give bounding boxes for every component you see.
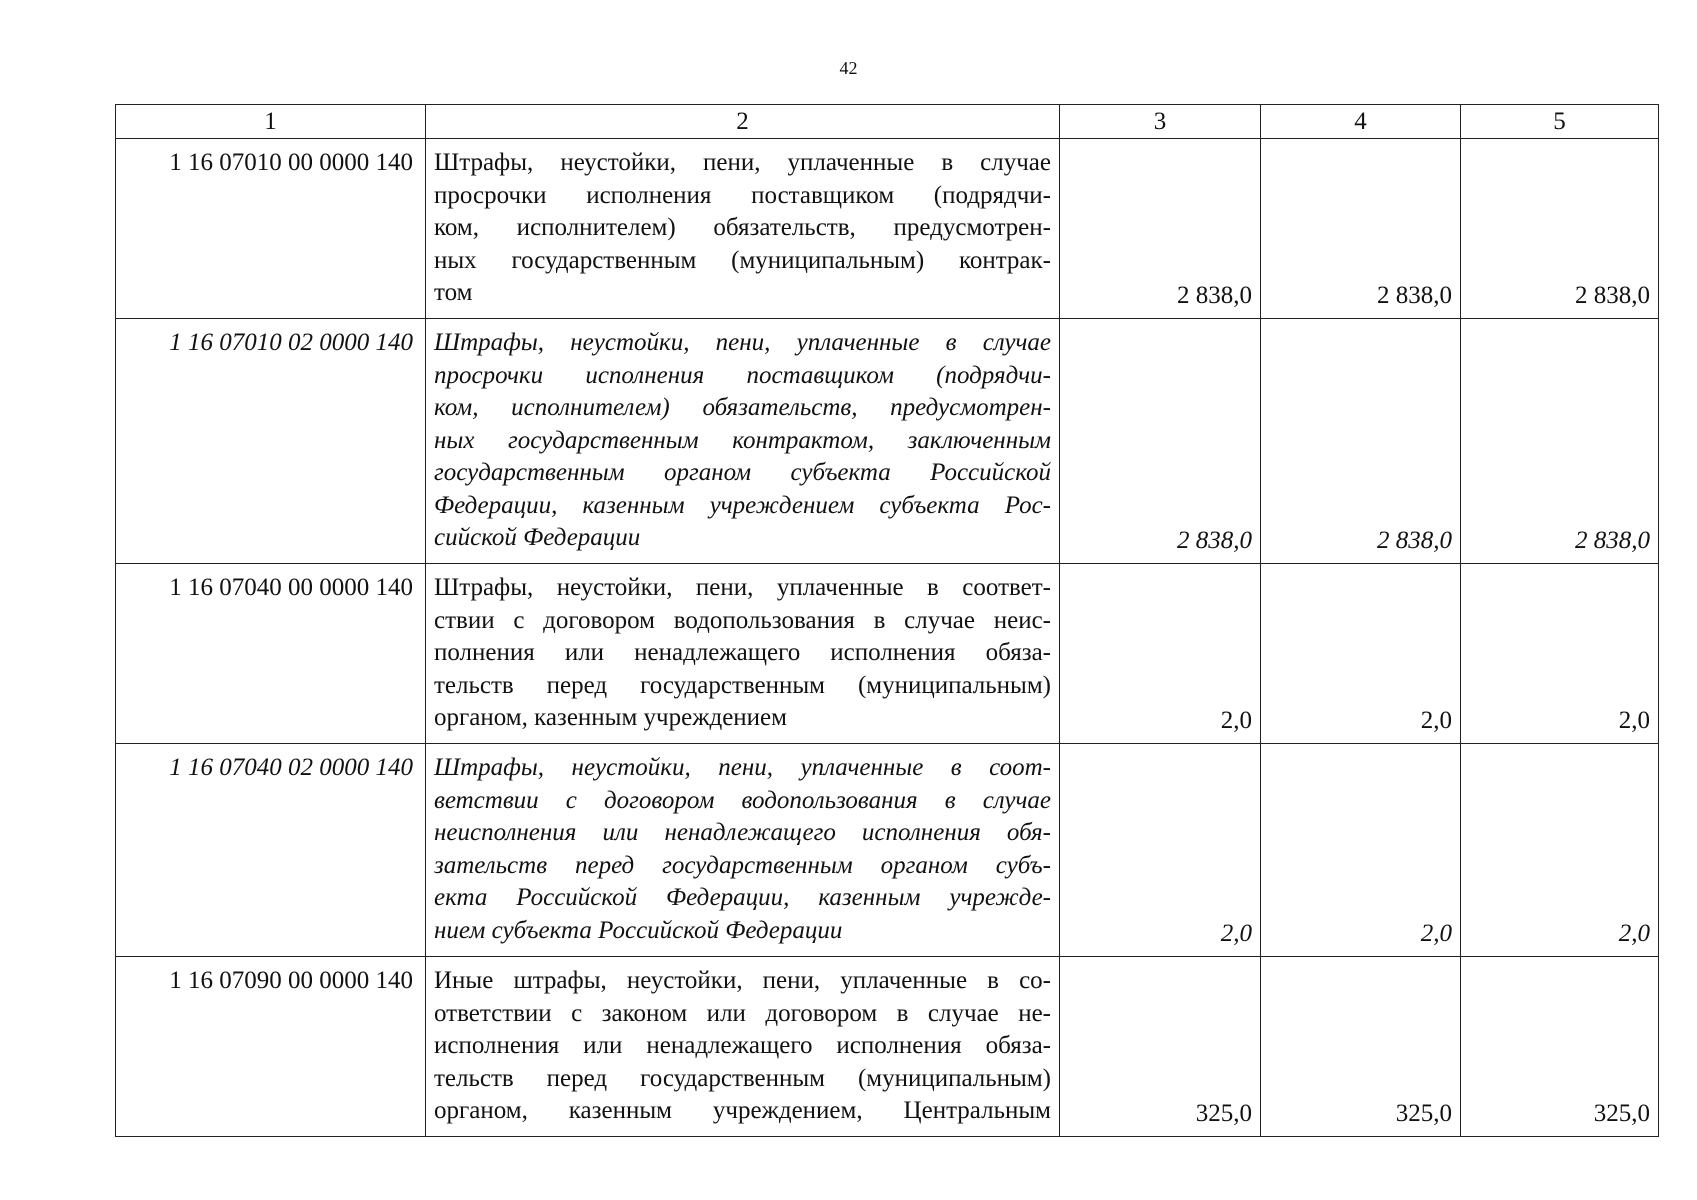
- description-line: Иные штрафы, неустойки, пени, уплаченные в со-: [434, 967, 1051, 994]
- description-line: государственным органом субъекта Российской: [434, 459, 1051, 486]
- column-header-4: 4: [1261, 105, 1461, 139]
- description-cell: [426, 564, 1060, 744]
- amount-col5: 2,0: [1461, 744, 1659, 957]
- amount-col5: 2,0: [1461, 564, 1659, 744]
- description-line: Штрафы, неустойки, пени, уплаченные в случае: [434, 329, 1051, 356]
- description-line: Штрафы, неустойки, пени, уплаченные в соответ-: [434, 574, 1051, 601]
- description-line: ных государственным (муниципальным) контрак-: [434, 246, 1051, 274]
- description-line: Штрафы, неустойки, пени, уплаченные в случае: [434, 149, 1051, 176]
- description-line: ных государственным контрактом, заключенным: [434, 426, 1051, 454]
- amount-col3: 2,0: [1060, 564, 1261, 744]
- description-line: Штрафы, неустойки, пени, уплаченные в соот-: [434, 754, 1051, 781]
- description-line: органом, казенным учреждением, Центральным: [434, 1097, 1051, 1124]
- column-header-3: 3: [1060, 105, 1261, 139]
- budget-code-cell: 1 16 07040 02 0000 140: [116, 744, 426, 957]
- description-cell: [426, 957, 1060, 1137]
- description-line: ком, исполнителем) обязательств, предусмотрен-: [434, 214, 1051, 241]
- amount-col3: 2 838,0: [1060, 319, 1261, 564]
- amount-col4: 2,0: [1261, 744, 1461, 957]
- amount-col5: 2 838,0: [1461, 319, 1659, 564]
- description-line: зательств перед государственным органом субъ-: [434, 851, 1051, 879]
- amount-col3: 325,0: [1060, 957, 1261, 1137]
- amount-col5: 325,0: [1461, 957, 1659, 1137]
- column-header-1: 1: [116, 105, 426, 139]
- description-line: ствии с договором водопользования в случае неис-: [434, 606, 1051, 634]
- description-line: сийской Федерации: [434, 524, 641, 551]
- budget-code-cell: 1 16 07090 00 0000 140: [116, 957, 426, 1137]
- description-cell: [426, 139, 1060, 319]
- page-number: 42: [839, 58, 858, 78]
- description-line: тельств перед государственным (муниципальным): [434, 1064, 1051, 1092]
- table-row: [116, 744, 1659, 957]
- description-cell: [426, 744, 1060, 957]
- description-line: том: [434, 279, 473, 306]
- table-row: [116, 957, 1659, 1137]
- table-row: [116, 564, 1659, 744]
- table-row: [116, 139, 1659, 319]
- amount-col3: 2 838,0: [1060, 139, 1261, 319]
- table-row: [116, 319, 1659, 564]
- column-header-5: 5: [1461, 105, 1659, 139]
- description-line: ответствии с законом или договором в случае не-: [434, 999, 1051, 1027]
- description-line: ветствии с договором водопользования в случае: [434, 786, 1051, 814]
- amount-col4: 2 838,0: [1261, 319, 1461, 564]
- table-header-row: [116, 105, 1659, 139]
- description-line: просрочки исполнения поставщиком (подрядчи-: [434, 361, 1051, 389]
- description-line: нием субъекта Российской Федерации: [434, 916, 843, 944]
- amount-col3: 2,0: [1060, 744, 1261, 957]
- budget-code-cell: 1 16 07010 02 0000 140: [116, 319, 426, 564]
- amount-col4: 2 838,0: [1261, 139, 1461, 319]
- budget-code-cell: 1 16 07040 00 0000 140: [116, 564, 426, 744]
- description-line: тельств перед государственным (муниципальным): [434, 671, 1051, 699]
- description-line: ком, исполнителем) обязательств, предусмотрен-: [434, 394, 1051, 421]
- description-line: органом, казенным учреждением: [434, 704, 787, 731]
- description-line: полнения или ненадлежащего исполнения обяза-: [434, 639, 1051, 666]
- description-cell: [426, 319, 1060, 564]
- amount-col4: 2,0: [1261, 564, 1461, 744]
- budget-code-cell: 1 16 07010 00 0000 140: [116, 139, 426, 319]
- description-line: просрочки исполнения поставщиком (подрядчи-: [434, 181, 1051, 209]
- description-line: Федерации, казенным учреждением субъекта Рос-: [434, 491, 1051, 519]
- budget-revenue-table: [115, 104, 1659, 1137]
- description-line: екта Российской Федерации, казенным учрежде-: [434, 884, 1051, 911]
- description-line: неисполнения или ненадлежащего исполнения обя-: [434, 819, 1051, 846]
- amount-col4: 325,0: [1261, 957, 1461, 1137]
- amount-col5: 2 838,0: [1461, 139, 1659, 319]
- description-line: исполнения или ненадлежащего исполнения обяза-: [434, 1032, 1051, 1059]
- column-header-2: 2: [426, 105, 1060, 139]
